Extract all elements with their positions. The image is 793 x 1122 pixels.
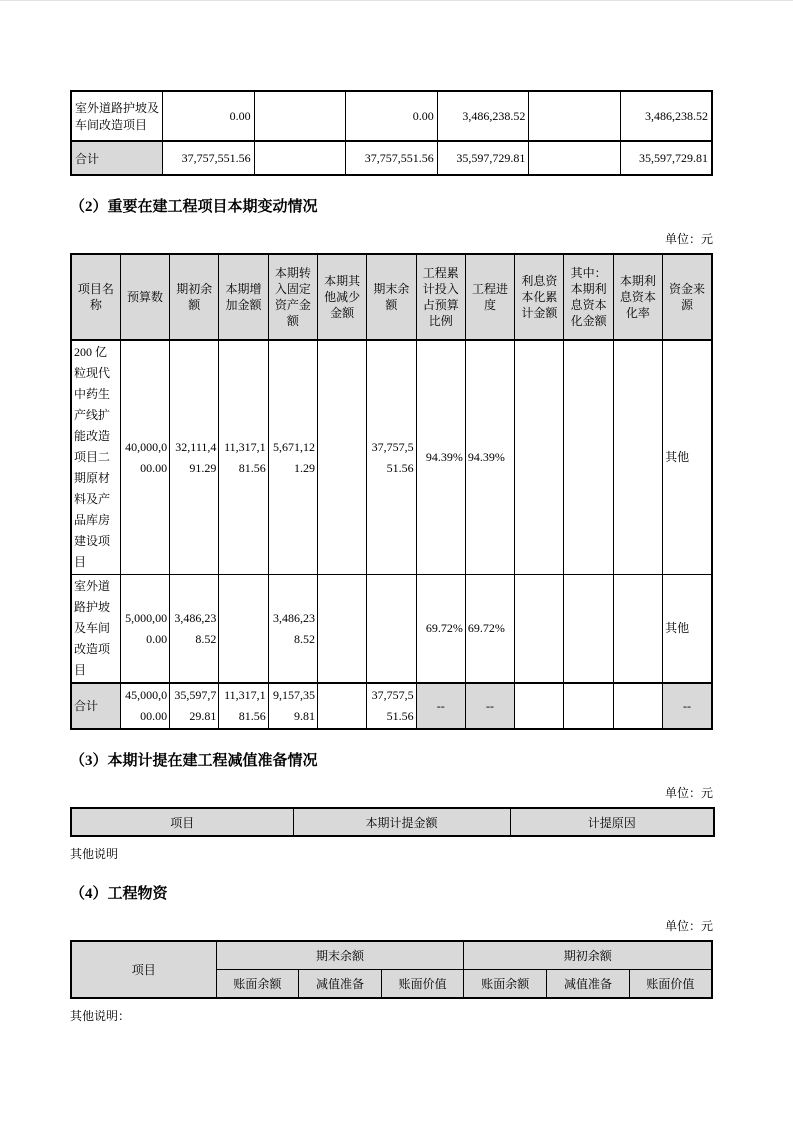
cell-value-4: 3,486,238.52 <box>437 91 529 141</box>
col-header-closing-balance-group: 期末余额 <box>216 941 464 970</box>
cell-other-decrease <box>317 683 366 729</box>
col-header-transfer-to-fixed-assets: 本期转入固定资产金额 <box>268 254 317 340</box>
cell-transfer-to-fixed-assets: 3,486,238.52 <box>268 575 317 684</box>
cell-total-label: 合计 <box>71 141 163 175</box>
cell-progress: -- <box>465 683 514 729</box>
cell-value-6: 35,597,729.81 <box>620 141 712 175</box>
cell-interest-capitalized-cum <box>515 340 564 575</box>
col-header-investment-ratio: 工程累计投入占预算比例 <box>416 254 465 340</box>
table-row <box>71 575 712 684</box>
cell-interest-capitalized-period <box>564 683 613 729</box>
col-header-provision-reason: 计提原因 <box>510 808 714 836</box>
table-row-total <box>71 683 712 729</box>
cell-fund-source: -- <box>663 683 712 729</box>
cell-project-name: 200 亿粒现代中药生产线扩能改造项目二期原材料及产品库房建设项目 <box>71 340 120 575</box>
cell-transfer-to-fixed-assets: 5,671,121.29 <box>268 340 317 575</box>
cell-value-2 <box>254 91 346 141</box>
col-header-book-balance: 账面余额 <box>216 970 299 999</box>
cell-fund-source: 其他 <box>663 340 712 575</box>
cell-value-4: 35,597,729.81 <box>437 141 529 175</box>
cell-interest-capitalization-rate <box>613 575 662 684</box>
table-row <box>71 91 712 141</box>
cell-transfer-to-fixed-assets: 9,157,359.81 <box>268 683 317 729</box>
col-header-interest-capitalization-rate: 本期利息资本化率 <box>613 254 662 340</box>
col-header-progress: 工程进度 <box>465 254 514 340</box>
col-header-closing-balance: 期末余额 <box>367 254 416 340</box>
other-notes: 其他说明 <box>70 847 119 861</box>
cell-interest-capitalization-rate <box>613 340 662 575</box>
cell-budget: 40,000,000.00 <box>120 340 169 575</box>
cell-value-1: 0.00 <box>163 91 255 141</box>
impairment-table <box>70 807 715 837</box>
col-header-increase: 本期增加金额 <box>219 254 268 340</box>
col-header-impairment-provision: 减值准备 <box>547 970 630 999</box>
col-header-book-value: 账面价值 <box>629 970 712 999</box>
col-header-other-decrease: 本期其他减少金额 <box>317 254 366 340</box>
col-header-fund-source: 资金来源 <box>663 254 712 340</box>
cell-opening-balance: 3,486,238.52 <box>170 575 219 684</box>
cell-value-5 <box>529 91 621 141</box>
cell-value-1: 37,757,551.56 <box>163 141 255 175</box>
cell-other-decrease <box>317 575 366 684</box>
col-header-opening-balance-group: 期初余额 <box>464 941 712 970</box>
cell-increase <box>219 575 268 684</box>
col-header-opening-balance: 期初余额 <box>170 254 219 340</box>
cell-interest-capitalization-rate <box>613 683 662 729</box>
cell-value-3: 37,757,551.56 <box>346 141 438 175</box>
table-row <box>71 340 712 575</box>
cell-investment-ratio: 94.39% <box>416 340 465 575</box>
section-2-heading: （2）重要在建工程项目本期变动情况 <box>70 199 318 215</box>
cell-value-3: 0.00 <box>346 91 438 141</box>
section-3-heading: （3）本期计提在建工程减值准备情况 <box>70 753 318 769</box>
cell-interest-capitalized-period <box>564 575 613 684</box>
carryover-table <box>70 90 713 176</box>
cell-opening-balance: 35,597,729.81 <box>170 683 219 729</box>
cell-other-decrease <box>317 340 366 575</box>
cell-closing-balance <box>367 575 416 684</box>
cell-closing-balance: 37,757,551.56 <box>367 683 416 729</box>
col-header-project-name: 项目名称 <box>71 254 120 340</box>
col-header-provision-amount: 本期计提金额 <box>293 808 510 836</box>
cell-value-5 <box>529 141 621 175</box>
cell-project-name: 室外道路护坡及车间改造项目 <box>71 575 120 684</box>
col-header-book-balance: 账面余额 <box>464 970 547 999</box>
cell-budget: 5,000,000.00 <box>120 575 169 684</box>
movements-table <box>70 253 713 730</box>
table-header-row <box>71 254 712 340</box>
cell-progress: 94.39% <box>465 340 514 575</box>
cell-project-name: 室外道路护坡及车间改造项目 <box>71 91 163 141</box>
col-header-budget: 预算数 <box>120 254 169 340</box>
cell-interest-capitalized-cum <box>515 683 564 729</box>
table-row-total <box>71 141 712 175</box>
cell-closing-balance: 37,757,551.56 <box>367 340 416 575</box>
cell-investment-ratio: 69.72% <box>416 575 465 684</box>
unit-label: 单位：元 <box>664 786 713 800</box>
unit-label: 单位：元 <box>664 232 713 246</box>
table-header-row <box>71 941 712 970</box>
col-header-item: 项目 <box>71 808 293 836</box>
col-header-impairment-provision: 减值准备 <box>299 970 382 999</box>
col-header-interest-capitalized-cum: 利息资本化累计金额 <box>515 254 564 340</box>
cell-value-6: 3,486,238.52 <box>620 91 712 141</box>
materials-table <box>70 940 713 999</box>
cell-interest-capitalized-cum <box>515 575 564 684</box>
col-header-item: 项目 <box>71 941 216 998</box>
col-header-interest-capitalized-period: 其中：本期利息资本化金额 <box>564 254 613 340</box>
cell-progress: 69.72% <box>465 575 514 684</box>
cell-interest-capitalized-period <box>564 340 613 575</box>
cell-opening-balance: 32,111,491.29 <box>170 340 219 575</box>
section-4-heading: （4）工程物资 <box>70 886 168 902</box>
unit-label: 单位：元 <box>664 919 713 933</box>
table-header-row <box>71 808 714 836</box>
cell-increase: 11,317,181.56 <box>219 340 268 575</box>
cell-budget: 45,000,000.00 <box>120 683 169 729</box>
col-header-book-value: 账面价值 <box>381 970 464 999</box>
cell-increase: 11,317,181.56 <box>219 683 268 729</box>
cell-value-2 <box>254 141 346 175</box>
cell-investment-ratio: -- <box>416 683 465 729</box>
cell-fund-source: 其他 <box>663 575 712 684</box>
other-notes: 其他说明： <box>70 1009 131 1023</box>
cell-total-label: 合计 <box>71 683 120 729</box>
page-content <box>0 1 793 1025</box>
